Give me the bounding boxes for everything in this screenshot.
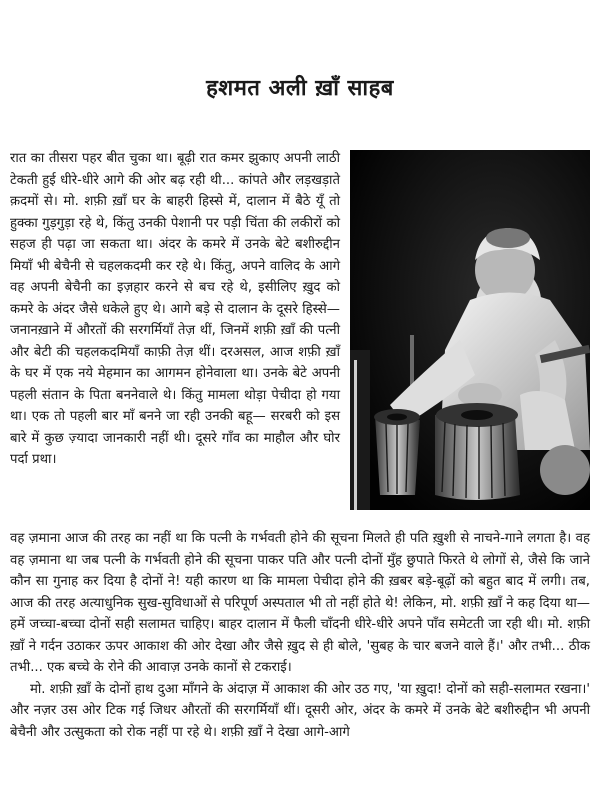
full-width-text-block: [10, 528, 590, 743]
paragraph-3: मो. शफ़ी ख़ाँ के दोनों हाथ दुआ माँगने के अंदाज़ में आकाश की ओर उठ गए, 'या ख़ुदा! दोनों को सही-सलामत रखना।' और नज़र उस ओर टिक गई जिधर औरतों की सरगर्मियाँ थीं। दूसरी ओर, अंदर के कमरे में उनके बेटे बशीरुद्दीन भी अपनी बेचैनी और उत्सुकता को रोक नहीं पा रहे थे। शफ़ी ख़ाँ ने देखा आगे-आगे: [10, 681, 590, 740]
paragraph-2: वह ज़माना आज की तरह का नहीं था कि पत्नी के गर्भवती होने की सूचना मिलते ही पति ख़ुशी से नाचने-गाने लगता है। वह वह ज़माना था जब पत्नी के गर्भवती होने की सूचना पाकर पति और पत्नी दोनों मुँह छुपाते फिरते थे लोगों से, जैसे कि जाने कौन सा गुनाह कर दिया है दोनों ने! यही कारण था कि मामला पेचीदा होने की ख़बर बड़े-बूढ़ों को बहुत बाद में लगी। तब, आज की तरह अत्याधुनिक सुख-सुविधाओं से परिपूर्ण अस्पताल भी तो नहीं होते थे! लेकिन, मो. शफ़ी ख़ाँ ने कह दिया था— हमें जच्चा-बच्चा दोनों सही सलामत चाहिए। बाहर दालान में फैली चाँदनी धीरे-धीरे अपने पाँव समेटती जा रही थी। मो. शफ़ी ख़ाँ ने गर्दन उठाकर ऊपर आकाश की ओर देखा और जैसे ख़ुद से ही बोले, 'सुबह के चार बजने वाले हैं।' और तभी... ठीक तभी... एक बच्चे के रोने की आवाज़ उनके कानों से टकराई।: [10, 531, 590, 675]
tabla-player-photo: [350, 150, 590, 510]
paragraph-1: रात का तीसरा पहर बीत चुका था। बूढ़ी रात कमर झुकाए अपनी लाठी टेकती हुई धीरे-धीरे आगे की ओर बढ़ रही थी... कांपते और लड़खड़ाते क़दमों से। मो. शफ़ी ख़ाँ घर के बाहरी हिस्से में, दालान में बैठे यूँ तो हुक्का गुड़गुड़ा रहे थे, किंतु उनकी पेशानी पर पड़ी चिंता की लकीरों को सहज ही पढ़ा जा सकता था। अंदर के कमरे में उनके बेटे बशीरुद्दीन मियाँ भी बेचैनी से चहलकदमी कर रहे थे। किंतु, अपने वालिद के आगे वह अपनी बेचैनी का इज़हार करने से बच रहे थे, इसीलिए ख़ुद को कमरे के अंदर जैसे धकेले हुए थे। आगे बड़े से दालान के दूसरे हिस्से— जनानख़ाने में औरतों की सरगर्मियाँ तेज़ थीं, जिनमें शफ़ी ख़ाँ की पत्नी और बेटी की चहलकदमियाँ काफ़ी तेज़ थीं। दरअसल, आज शफ़ी ख़ाँ के घर में एक नये मेहमान का आगमन होनेवाला था। उनके बेटे अपनी पहली संतान के पिता बननेवाले थे। किंतु मामला थोड़ा पेचीदा हो गया था। एक तो पहली बार माँ बनने जा रही उनकी बहू— सरबरी को इस बारे में कुछ ज़्यादा जानकारी नहीं थी। दूसरे गाँव का माहौल और घोर पर्दा प्रथा।: [10, 151, 340, 467]
column-text-block: [10, 148, 340, 471]
page-title: हशमत अली ख़ाँ साहब: [206, 76, 394, 101]
